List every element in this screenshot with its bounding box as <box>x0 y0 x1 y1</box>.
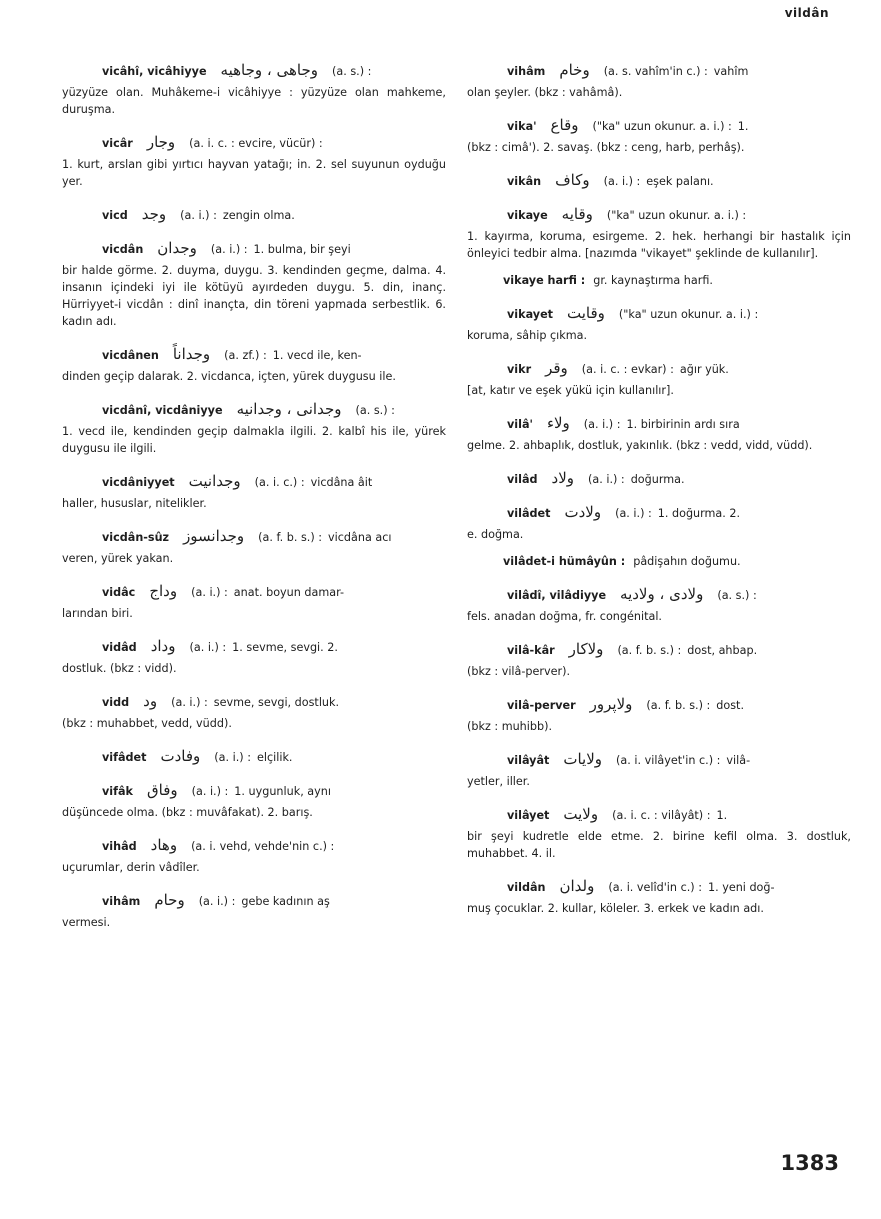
entry-arabic-script: وقايت <box>567 304 605 322</box>
entry-headword: vicdân-sûz <box>102 531 170 544</box>
dictionary-entry <box>467 586 851 625</box>
entry-grammar: (a. i.) : <box>603 175 641 188</box>
entry-first-line <box>467 172 851 190</box>
entry-first-line <box>62 693 446 711</box>
dictionary-entry <box>467 806 851 862</box>
entry-grammar: (a. i.) : <box>180 209 217 222</box>
entry-definition-start: ağır yük. <box>679 363 729 376</box>
entry-arabic-script: ولاپرور <box>589 695 633 713</box>
entry-definition-start: 1. bulma, bir şeyi <box>253 243 351 256</box>
entry-definition: 1. kurt, arslan gibi yırtıcı hayvan yatağı; in. 2. sel suyunun oyduğu yer. <box>62 158 446 188</box>
entry-definition-start: vicdâna acı <box>328 531 392 544</box>
dictionary-entry <box>467 415 851 454</box>
entry-grammar: (a. i. velîd'in c.) : <box>608 881 702 894</box>
subentry-headword: vilâdet-i hümâyûn : <box>503 555 626 568</box>
entry-first-line <box>467 878 851 896</box>
entry-first-line <box>62 748 446 766</box>
entry-grammar: (a. zf.) : <box>224 349 267 362</box>
entry-arabic-script: ولاكار <box>568 640 604 658</box>
entry-definition: [at, katır ve eşek yükü için kullanılır]. <box>467 384 674 397</box>
entry-headword: vilâd <box>507 473 538 486</box>
dictionary-entry <box>467 172 851 190</box>
entry-grammar: (a. i.) : <box>191 785 229 798</box>
entry-arabic-script: ولادى ، ولاديه <box>620 585 704 603</box>
entry-arabic-script: وخام <box>559 61 590 79</box>
entry-headword: vicâhî, vicâhiyye <box>102 65 207 78</box>
page-number: 1383 <box>780 1151 839 1175</box>
entry-definition-start: 1. <box>716 809 728 822</box>
entry-grammar: (a. s.) : <box>355 404 395 417</box>
entry-grammar: (a. i. c. : vilâyât) : <box>612 809 711 822</box>
right-column <box>467 62 851 933</box>
entry-arabic-script: ولدان <box>559 877 595 895</box>
entry-definition: bir halde görme. 2. duyma, duygu. 3. kendinden geçme, dalma. 4. insanın içindeki iyi ile kötüyü ayırdeden duygu. 5. din, inanç. Hürriyyet-i vicdân : dinî inançta, din töreni yapmada serbestlik. 6. kadın adı. <box>62 264 446 328</box>
dictionary-entry <box>467 470 851 488</box>
entry-arabic-script: وجدانسوز <box>183 527 245 545</box>
entry-definition: yüzyüze olan. Muhâkeme-i vicâhiyye : yüzyüze olan mahkeme, duruşma. <box>62 86 446 116</box>
entry-grammar: (a. i.) : <box>210 243 248 256</box>
entry-grammar: (a. i. c.) : <box>254 476 305 489</box>
dictionary-subentry <box>467 272 851 289</box>
entry-headword: vikân <box>507 175 542 188</box>
entry-arabic-script: وفاق <box>146 781 178 799</box>
entry-first-line <box>62 62 446 80</box>
entry-definition: dinden geçip dalarak. 2. vicdanca, içten, yürek duygusu ile. <box>62 370 396 383</box>
entry-definition: fels. anadan doğma, fr. congénital. <box>467 610 662 623</box>
entry-first-line <box>62 892 446 910</box>
entry-definition-start: dost, ahbap. <box>687 644 758 657</box>
entry-definition-start: 1. birbirinin ardı sıra <box>626 418 740 431</box>
entry-first-line <box>467 117 851 135</box>
entry-arabic-script: ولايات <box>563 750 603 768</box>
entry-first-line <box>62 837 446 855</box>
dictionary-entry <box>62 528 446 567</box>
dictionary-entry <box>467 206 851 262</box>
entry-definition: koruma, sâhip çıkma. <box>467 329 588 342</box>
entry-headword: vifâdet <box>102 751 147 764</box>
entry-definition: bir şeyi kudretle elde etme. 2. birine kefil olma. 3. dostluk, muhabbet. 4. il. <box>467 830 851 860</box>
entry-headword: vilâ' <box>507 418 533 431</box>
dictionary-entry <box>62 62 446 118</box>
dictionary-entry <box>62 892 446 931</box>
entry-first-line <box>62 346 446 364</box>
subentry-definition: gr. kaynaştırma harfi. <box>593 274 713 287</box>
dictionary-entry <box>62 782 446 821</box>
entry-definition: düşüncede olma. (bkz : muvâfakat). 2. barış. <box>62 806 313 819</box>
entry-definition-start: 1. sevme, sevgi. 2. <box>232 641 338 654</box>
entry-grammar: ("ka" uzun okunur. a. i.) : <box>618 308 759 321</box>
entry-first-line <box>467 806 851 824</box>
entry-headword: vifâk <box>102 785 133 798</box>
dictionary-entry <box>467 62 851 101</box>
entry-arabic-script: وفادت <box>160 747 201 765</box>
entry-grammar: (a. s. vahîm'in c.) : <box>603 65 708 78</box>
entry-grammar: (a. s.) : <box>717 589 757 602</box>
entry-arabic-script: وجداناً <box>172 345 211 363</box>
entry-grammar: (a. i. vehd, vehde'nin c.) : <box>191 840 335 853</box>
entry-arabic-script: ولايت <box>563 805 599 823</box>
entry-first-line <box>467 206 851 224</box>
entry-headword: vidâc <box>102 586 136 599</box>
entry-first-line <box>467 62 851 80</box>
entry-headword: vilâdî, vilâdiyye <box>507 589 607 602</box>
entry-headword: vilâyât <box>507 754 550 767</box>
entry-definition-start: vilâ- <box>726 754 751 767</box>
entry-definition-start: doğurma. <box>630 473 685 486</box>
entry-headword: vicd <box>102 209 128 222</box>
entry-headword: vidd <box>102 696 130 709</box>
entry-headword: vidâd <box>102 641 137 654</box>
entry-first-line <box>62 782 446 800</box>
dictionary-entry <box>62 240 446 330</box>
entry-definition-start: anat. boyun damar- <box>233 586 345 599</box>
entry-definition: olan şeyler. (bkz : vahâmâ). <box>467 86 623 99</box>
entry-first-line <box>467 504 851 522</box>
entry-arabic-script: وقاع <box>550 116 579 134</box>
dictionary-entry <box>467 878 851 917</box>
entry-definition: veren, yürek yakan. <box>62 552 174 565</box>
entry-first-line <box>62 583 446 601</box>
entry-grammar: ("ka" uzun okunur. a. i.) : <box>606 209 747 222</box>
dictionary-entry <box>62 346 446 385</box>
entry-first-line <box>62 638 446 656</box>
dictionary-entry <box>467 305 851 344</box>
entry-arabic-script: ود <box>143 692 158 710</box>
entry-arabic-script: وقر <box>545 359 568 377</box>
running-header: vildân <box>784 6 829 20</box>
dictionary-entry <box>62 206 446 224</box>
entry-grammar: ("ka" uzun okunur. a. i.) : <box>592 120 732 133</box>
dictionary-entry <box>467 751 851 790</box>
entry-arabic-script: ولادت <box>564 503 602 521</box>
entry-definition: dostluk. (bkz : vidd). <box>62 662 177 675</box>
dictionary-entry <box>62 748 446 766</box>
entry-grammar: (a. i.) : <box>191 586 228 599</box>
entry-grammar: (a. i.) : <box>171 696 208 709</box>
dictionary-entry <box>62 638 446 677</box>
entry-arabic-script: ولاد <box>551 469 575 487</box>
entry-arabic-script: وجد <box>141 205 167 223</box>
entry-definition: e. doğma. <box>467 528 524 541</box>
dictionary-subentry <box>467 553 851 570</box>
entry-grammar: (a. i. c. : evkar) : <box>581 363 674 376</box>
dictionary-entry <box>467 696 851 735</box>
entry-headword: vicdâniyyet <box>102 476 175 489</box>
entry-first-line <box>467 360 851 378</box>
entry-headword: vildân <box>507 881 546 894</box>
entry-arabic-script: وكاف <box>555 171 590 189</box>
entry-grammar: (a. f. b. s.) : <box>258 531 323 544</box>
entry-first-line <box>62 473 446 491</box>
left-column <box>62 62 446 947</box>
entry-grammar: (a. i.) : <box>615 507 652 520</box>
entry-definition: 1. vecd ile, kendinden geçip dalmakla ilgili. 2. kalbî his ile, yürek duygusu ile ilgili. <box>62 425 446 455</box>
entry-first-line <box>467 470 851 488</box>
entry-definition: haller, hususlar, nitelikler. <box>62 497 207 510</box>
entry-first-line <box>62 206 446 224</box>
entry-definition: vermesi. <box>62 916 111 929</box>
entry-definition: muş çocuklar. 2. kullar, köleler. 3. erkek ve kadın adı. <box>467 902 764 915</box>
entry-definition: (bkz : vilâ-perver). <box>467 665 571 678</box>
entry-definition-start: 1. vecd ile, ken- <box>272 349 362 362</box>
entry-definition-start: zengin olma. <box>222 209 295 222</box>
entry-grammar: (a. f. b. s.) : <box>617 644 682 657</box>
entry-grammar: (a. i.) : <box>189 641 227 654</box>
entry-headword: vicâr <box>102 137 133 150</box>
entry-definition-start: dost. <box>716 699 744 712</box>
entry-headword: vihâm <box>507 65 546 78</box>
entry-definition: (bkz : muhabbet, vedd, vüdd). <box>62 717 232 730</box>
entry-definition: gelme. 2. ahbaplık, dostluk, yakınlık. (bkz : vedd, vidd, vüdd). <box>467 439 813 452</box>
dictionary-entry <box>467 117 851 156</box>
entry-headword: vilâyet <box>507 809 550 822</box>
entry-definition-start: 1. doğurma. 2. <box>657 507 741 520</box>
entry-grammar: (a. f. b. s.) : <box>646 699 711 712</box>
entry-grammar: (a. i. vilâyet'in c.) : <box>616 754 721 767</box>
entry-arabic-script: وداد <box>150 637 176 655</box>
entry-headword: vilâ-perver <box>507 699 576 712</box>
dictionary-entry <box>467 641 851 680</box>
entry-first-line <box>62 134 446 152</box>
entry-first-line <box>62 240 446 258</box>
entry-definition: 1. kayırma, koruma, esirgeme. 2. hek. herhangi bir hastalık için önleyici tedbir alma. [nazımda "vikayet" şeklinde de kullanılır]. <box>467 230 851 260</box>
entry-grammar: (a. i.) : <box>198 895 236 908</box>
entry-headword: vicdân <box>102 243 144 256</box>
entry-definition: uçurumlar, derin vâdîler. <box>62 861 200 874</box>
entry-headword: vilâ-kâr <box>507 644 555 657</box>
entry-first-line <box>467 641 851 659</box>
entry-headword: vikaye <box>507 209 548 222</box>
entry-arabic-script: وحام <box>154 891 185 909</box>
entry-arabic-script: وجار <box>146 133 176 151</box>
dictionary-entry <box>467 360 851 399</box>
entry-arabic-script: وداج <box>149 582 178 600</box>
dictionary-entry <box>62 583 446 622</box>
entry-definition-start: 1. uygunluk, aynı <box>234 785 331 798</box>
entry-definition-start: vahîm <box>713 65 749 78</box>
entry-headword: vika' <box>507 120 537 133</box>
entry-first-line <box>467 586 851 604</box>
entry-headword: vilâdet <box>507 507 551 520</box>
entry-definition-start: 1. <box>737 120 749 133</box>
dictionary-entry <box>62 134 446 190</box>
entry-arabic-script: وجدانيت <box>188 472 241 490</box>
entry-grammar: (a. s.) : <box>332 65 372 78</box>
entry-grammar: (a. i. c. : evcire, vücür) : <box>189 137 323 150</box>
entry-definition-start: sevme, sevgi, dostluk. <box>213 696 340 709</box>
entry-first-line <box>467 696 851 714</box>
entry-headword: vicdânen <box>102 349 159 362</box>
subentry-headword: vikaye harfi : <box>503 274 586 287</box>
entry-first-line <box>467 751 851 769</box>
entry-first-line <box>467 305 851 323</box>
entry-grammar: (a. i.) : <box>214 751 251 764</box>
entry-arabic-script: وجدانى ، وجدانيه <box>236 400 342 418</box>
dictionary-entry <box>62 837 446 876</box>
entry-headword: vihâm <box>102 895 141 908</box>
entry-first-line <box>62 401 446 419</box>
entry-grammar: (a. i.) : <box>583 418 621 431</box>
entry-headword: vikayet <box>507 308 554 321</box>
subentry-definition: pâdişahın doğumu. <box>633 555 741 568</box>
entry-arabic-script: وجدان <box>157 239 197 257</box>
entry-definition: yetler, iller. <box>467 775 530 788</box>
entry-definition: (bkz : cimâ'). 2. savaş. (bkz : ceng, harb, perhâş). <box>467 141 745 154</box>
entry-arabic-script: ولاء <box>546 414 570 432</box>
dictionary-entry <box>62 693 446 732</box>
entry-arabic-script: وجاهى ، وجاهيه <box>220 61 318 79</box>
entry-definition-start: vicdâna âit <box>310 476 373 489</box>
entry-definition: larından biri. <box>62 607 133 620</box>
dictionary-entry <box>62 473 446 512</box>
entry-definition-start: elçilik. <box>256 751 293 764</box>
entry-headword: vikr <box>507 363 532 376</box>
entry-definition-start: gebe kadının aş <box>241 895 330 908</box>
entry-headword: vicdânî, vicdâniyye <box>102 404 223 417</box>
entry-definition: (bkz : muhibb). <box>467 720 553 733</box>
dictionary-entry <box>467 504 851 543</box>
entry-arabic-script: وهاد <box>150 836 178 854</box>
entry-grammar: (a. i.) : <box>588 473 625 486</box>
entry-arabic-script: وقايه <box>561 205 593 223</box>
entry-headword: vihâd <box>102 840 137 853</box>
entry-first-line <box>467 415 851 433</box>
entry-definition-start: eşek palanı. <box>646 175 714 188</box>
entry-first-line <box>62 528 446 546</box>
entry-definition-start: 1. yeni doğ- <box>707 881 775 894</box>
dictionary-entry <box>62 401 446 457</box>
